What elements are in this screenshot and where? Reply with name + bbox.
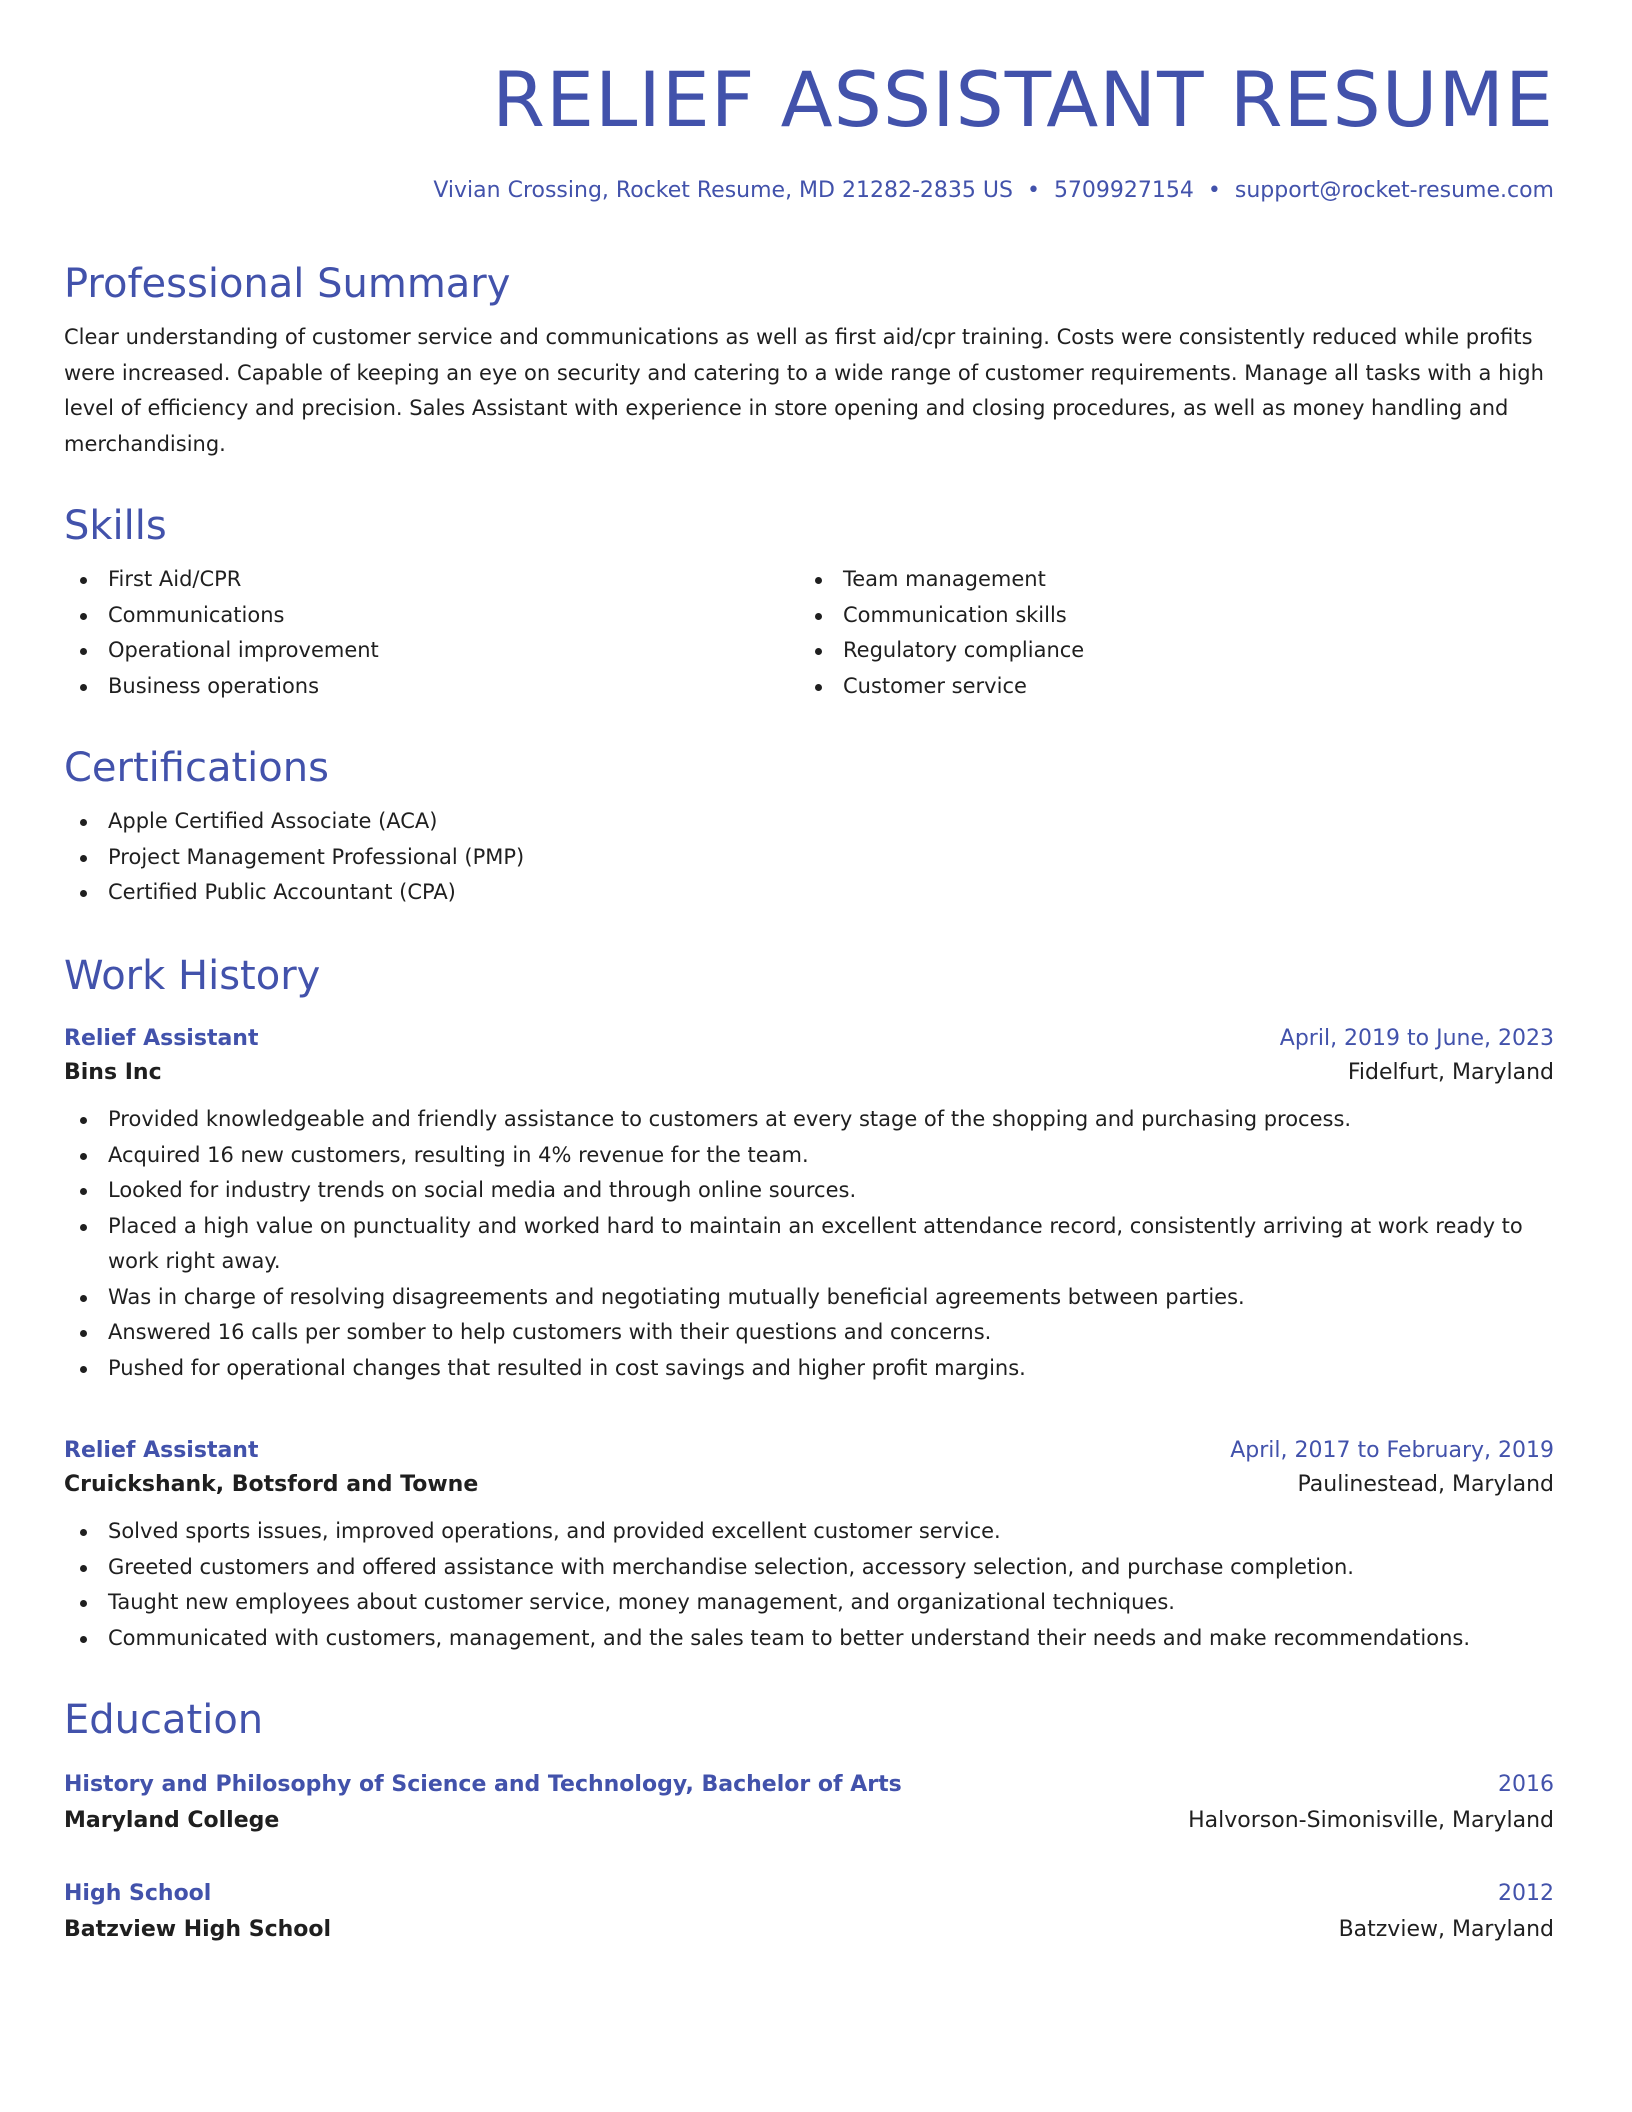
- list-item: Was in charge of resolving disagreements and negotiating mutually beneficial agreements between parties.: [64, 1280, 1554, 1316]
- list-item: Customer service: [799, 669, 1534, 705]
- contact-line: [64, 178, 1554, 203]
- list-item: Communicated with customers, management, and the sales team to better understand their needs and make recommendations.: [64, 1621, 1554, 1657]
- list-item: Operational improvement: [64, 633, 799, 669]
- contact-address: Vivian Crossing, Rocket Resume, MD 21282-2835 US: [433, 178, 1013, 203]
- list-item: Team management: [799, 562, 1534, 598]
- education-school-row: [64, 1917, 1554, 1942]
- job-company-row: [64, 1060, 1554, 1085]
- contact-phone: 5709927154: [1053, 178, 1194, 203]
- list-item: Acquired 16 new customers, resulting in 4% revenue for the team.: [64, 1138, 1554, 1174]
- list-item: Certified Public Accountant (CPA): [64, 875, 1554, 911]
- list-item: Answered 16 calls per somber to help customers with their questions and concerns.: [64, 1315, 1554, 1351]
- summary-text: Clear understanding of customer service and communications as well as first aid/cpr training. Costs were consistently reduced while profits were increased. Capable of keeping an eye on security and catering to a wide range of customer requirements. Manage all tasks with a high level of efficiency and precision. Sales Assistant with experience in store opening and closing procedures, as well as money handling and merchandising.: [64, 325, 1544, 456]
- job-title: Relief Assistant: [64, 1438, 259, 1463]
- section-heading-certifications: Certifications: [64, 745, 329, 791]
- job-header-row: [64, 1438, 1554, 1463]
- job-entry: [64, 1438, 1554, 1656]
- education-entry: [64, 1881, 1554, 1942]
- job-company: Bins Inc: [64, 1060, 162, 1085]
- list-item: Communication skills: [799, 598, 1534, 634]
- skills-columns: [64, 562, 1554, 704]
- list-item: Greeted customers and offered assistance with merchandise selection, accessory selection, and purchase completion.: [64, 1550, 1554, 1586]
- job-dates: April, 2017 to February, 2019: [1230, 1438, 1554, 1463]
- section-heading-education: Education: [64, 1697, 264, 1743]
- education-school: Batzview High School: [64, 1917, 332, 1942]
- section-heading-summary: Professional Summary: [64, 261, 511, 307]
- certifications-list: [64, 804, 1554, 911]
- section-heading-skills: Skills: [64, 503, 167, 549]
- education-entry: [64, 1772, 1554, 1833]
- job-title: Relief Assistant: [64, 1026, 259, 1051]
- education-degree: History and Philosophy of Science and Technology, Bachelor of Arts: [64, 1772, 902, 1797]
- education-section: [64, 1698, 1554, 1742]
- list-item: First Aid/CPR: [64, 562, 799, 598]
- job-bullets: [64, 1514, 1554, 1656]
- list-item: Solved sports issues, improved operations, and provided excellent customer service.: [64, 1514, 1554, 1550]
- list-item: Provided knowledgeable and friendly assistance to customers at every stage of the shopping and purchasing process.: [64, 1102, 1554, 1138]
- list-item: Taught new employees about customer service, money management, and organizational techniques.: [64, 1585, 1554, 1621]
- list-item: Apple Certified Associate (ACA): [64, 804, 1554, 840]
- education-school-row: [64, 1808, 1554, 1833]
- education-degree: High School: [64, 1881, 212, 1906]
- job-entry: [64, 1026, 1554, 1386]
- job-company-row: [64, 1472, 1554, 1497]
- list-item: Communications: [64, 598, 799, 634]
- skills-list-left: [64, 562, 799, 704]
- resume-page: [64, 0, 1554, 1942]
- job-location: Fidelfurt, Maryland: [1347, 1060, 1554, 1085]
- education-header-row: [64, 1881, 1554, 1906]
- skills-section: [64, 504, 1554, 704]
- education-location: Halvorson-Simonisville, Maryland: [1188, 1808, 1554, 1833]
- education-header-row: [64, 1772, 1554, 1797]
- job-company: Cruickshank, Botsford and Towne: [64, 1472, 479, 1497]
- section-heading-work-history: Work History: [64, 953, 321, 999]
- education-year: 2016: [1498, 1772, 1554, 1797]
- contact-email: support@rocket-resume.com: [1234, 178, 1554, 203]
- contact-separator: •: [1026, 178, 1040, 203]
- skills-list-right: [799, 562, 1534, 704]
- education-location: Batzview, Maryland: [1338, 1917, 1554, 1942]
- resume-title: RELIEF ASSISTANT RESUME: [492, 55, 1554, 144]
- summary-section: [64, 262, 1554, 462]
- certifications-section: [64, 746, 1554, 911]
- list-item: Looked for industry trends on social media and through online sources.: [64, 1173, 1554, 1209]
- list-item: Pushed for operational changes that resulted in cost savings and higher profit margins.: [64, 1351, 1554, 1387]
- job-header-row: [64, 1026, 1554, 1051]
- list-item: Regulatory compliance: [799, 633, 1534, 669]
- work-history-section: [64, 954, 1554, 998]
- list-item: Business operations: [64, 669, 799, 705]
- job-location: Paulinestead, Maryland: [1297, 1472, 1554, 1497]
- contact-separator: •: [1207, 178, 1221, 203]
- list-item: Placed a high value on punctuality and worked hard to maintain an excellent attendance record, consistently arriving at work ready to work right away.: [64, 1209, 1554, 1280]
- education-year: 2012: [1498, 1881, 1554, 1906]
- list-item: Project Management Professional (PMP): [64, 840, 1554, 876]
- job-dates: April, 2019 to June, 2023: [1279, 1026, 1554, 1051]
- job-bullets: [64, 1102, 1554, 1386]
- education-school: Maryland College: [64, 1808, 280, 1833]
